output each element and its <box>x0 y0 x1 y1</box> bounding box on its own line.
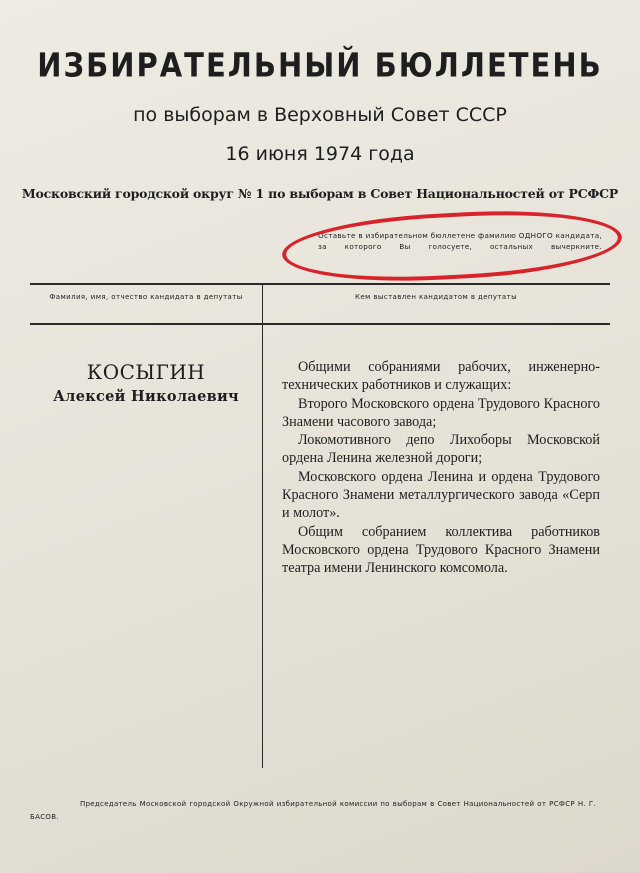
table-column-divider <box>262 283 263 768</box>
electoral-district: Московский городской округ № 1 по выборам в Совет Национальностей от РСФСР <box>21 186 619 201</box>
voting-instruction: Оставьте в избирательном бюллетене фамилию ОДНОГО кандидата, за которого Вы голосуете, остальных вычеркните. <box>318 231 602 251</box>
candidate-given-names: Алексей Николаевич <box>53 388 239 405</box>
nominators-list <box>282 358 600 578</box>
table-header-rule <box>30 323 610 325</box>
header-nominated-by: Кем выставлен кандидатом в депутаты <box>354 293 518 301</box>
ballot-title: ИЗБИРАТЕЛЬНЫЙ БЮЛЛЕТЕНЬ <box>37 45 603 85</box>
commission-chairman-footer: Председатель Московской городской Окружной избирательной комиссии по выборам в Совет Национальностей от РСФСР Н. Г. БАСОВ. <box>30 800 596 821</box>
nominator-item: Общим собранием коллектива работников Московского ордена Трудового Красного Знамени театра имени Ленинского комсомола. <box>282 523 600 577</box>
nominator-item: Локомотивного депо Лихоборы Московской ордена Ленина железной дороги; <box>282 432 600 467</box>
table-top-rule <box>30 283 610 285</box>
nominator-item: Общими собраниями рабочих, инженерно-технических работников и служащих: <box>282 359 600 394</box>
nominator-item: Второго Московского ордена Трудового Красного Знамени часового завода; <box>282 395 600 430</box>
nominator-item: Московского ордена Ленина и ордена Трудового Красного Знамени металлургического завода «Серп и молот». <box>282 468 600 522</box>
ballot-subtitle: по выборам в Верховный Совет СССР <box>133 104 507 126</box>
candidate-surname: КОСЫГИН <box>86 360 206 384</box>
red-circle-annotation <box>281 204 624 288</box>
election-date: 16 июня 1974 года <box>225 143 415 165</box>
header-candidate-name: Фамилия, имя, отчество кандидата в депутаты <box>49 293 243 301</box>
